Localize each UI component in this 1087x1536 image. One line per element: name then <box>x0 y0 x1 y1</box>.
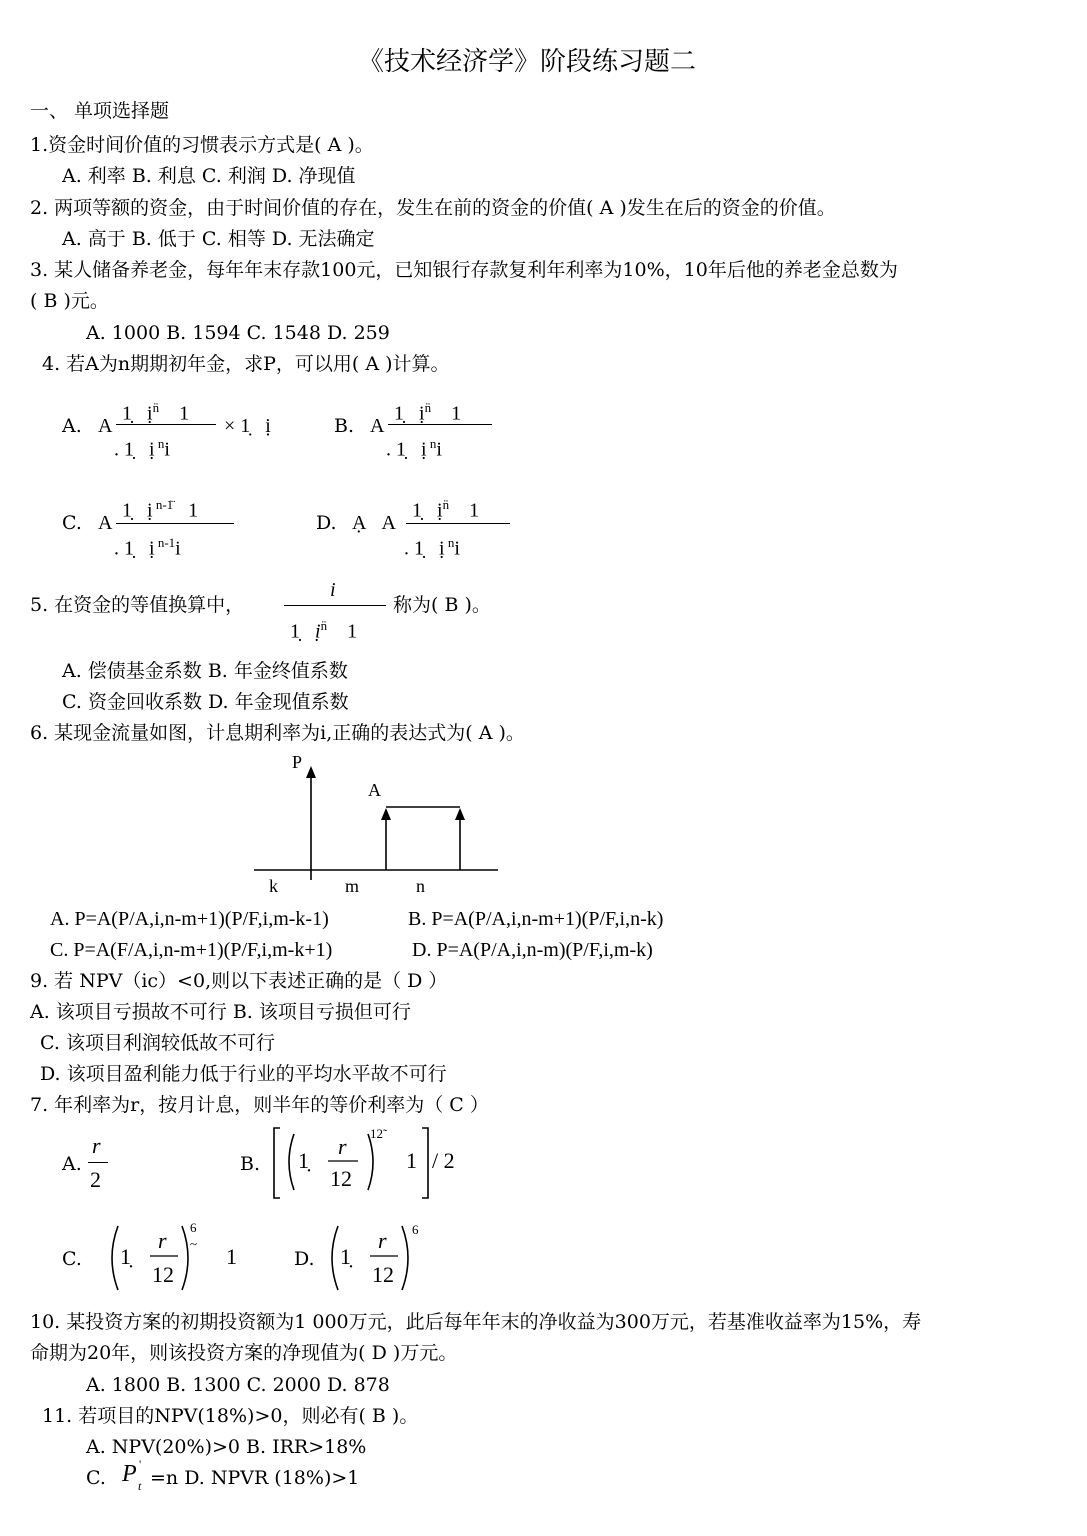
label-a: A <box>368 780 381 800</box>
svg-text:12̃: 12̃ <box>370 1126 383 1141</box>
section-heading: 一、 单项选择题 <box>30 100 170 122</box>
q5-fraction: i 1̣ ị$^{n̈}$ 1 <box>284 576 390 642</box>
q10-stem-line1: 10. 某投资方案的初期投资额为1 000万元，此后每年年末的净收益为300万元，若基准收益率为15%，寿 <box>30 1311 922 1333</box>
q2-options: A. 高于 B. 低于 C. 相等 D. 无法确定 <box>62 228 375 250</box>
cash-flow-diagram <box>240 748 520 898</box>
svg-text:6: 6 <box>412 1222 419 1237</box>
svg-text:/ 2: / 2 <box>432 1148 455 1173</box>
svg-text:12: 12 <box>330 1166 352 1191</box>
q7-formula-a: r 2 <box>88 1134 118 1194</box>
q3-options: A. 1000 B. 1594 C. 1548 D. 259 <box>86 322 390 344</box>
q4-formula-b: A 1̣ ị$^{n̈}$ 1 . 1̣ ị $^n$i <box>368 394 508 464</box>
svg-text:1̣: 1̣ <box>340 1244 351 1269</box>
q7-option-b-label: B. <box>240 1153 261 1175</box>
q5-stem-post: 称为( B )。 <box>393 594 491 616</box>
q4-formula-d: Ạ A 1̣ ị$^{n̈}$ 1 . 1̣ ị $^n$i <box>350 490 520 560</box>
svg-text:r: r <box>378 1228 387 1253</box>
q10-stem-line2: 命期为20年，则该投资方案的净现值为( D )万元。 <box>30 1342 458 1364</box>
q6-option-c: C. P=A(F/A,i,n-m+1)(P/F,i,m-k+1) <box>50 939 333 961</box>
q7-stem: 7. 年利率为r，按月计息，则半年的等价利率为（ C ） <box>30 1094 489 1116</box>
svg-text:12: 12 <box>372 1262 394 1287</box>
q3-stem-line2: ( B )元。 <box>30 290 109 312</box>
q10-options: A. 1800 B. 1300 C. 2000 D. 878 <box>86 1374 390 1396</box>
q9-option-c: C. 该项目利润较低故不可行 <box>40 1032 275 1054</box>
svg-text:~: ~ <box>190 1236 198 1251</box>
q4-stem: 4. 若A为n期期初年金，求P，可以用( A )计算。 <box>42 353 450 375</box>
q5-options-line1: A. 偿债基金系数 B. 年金终值系数 <box>62 660 348 682</box>
q9-stem: 9. 若 NPV（ic）<0,则以下表述正确的是（ D ） <box>30 970 448 992</box>
q5-options-line2: C. 资金回收系数 D. 年金现值系数 <box>62 691 349 713</box>
q11-options-line1: A. NPV(20%)>0 B. IRR>18% <box>86 1436 367 1458</box>
svg-text:1: 1 <box>226 1244 237 1269</box>
svg-text:1̣: 1̣ <box>298 1148 309 1173</box>
svg-text:1: 1 <box>406 1148 417 1173</box>
svg-text:r: r <box>158 1228 167 1253</box>
q9-option-d: D. 该项目盈利能力低于行业的平均水平故不可行 <box>40 1063 447 1085</box>
q5-stem-pre: 5. 在资金的等值换算中， <box>30 594 245 616</box>
page-title: 《技术经济学》阶段练习题二 <box>358 47 697 77</box>
q7-option-c-label: C. <box>62 1248 82 1270</box>
label-n: n <box>416 876 425 896</box>
q1-stem: 1.资金时间价值的习惯表示方式是( A )。 <box>30 134 374 156</box>
label-m: m <box>345 876 360 896</box>
svg-text:r: r <box>338 1134 347 1159</box>
label-k: k <box>269 876 278 896</box>
q2-stem: 2. 两项等额的资金，由于时间价值的存在，发生在前的资金的价值( A )发生在后的资金的价值。 <box>30 197 836 219</box>
q6-option-d: D. P=A(P/A,i,n-m)(P/F,i,m-k) <box>412 939 653 961</box>
q4-option-a-label: A. <box>62 415 82 437</box>
q9-options-ab: A. 该项目亏损故不可行 B. 该项目亏损但可行 <box>30 1001 411 1023</box>
q6-option-b: B. P=A(P/A,i,n-m+1)(P/F,i,n-k) <box>408 908 664 930</box>
q7-formula-b <box>266 1124 466 1204</box>
q4-option-d-label: D. <box>316 512 337 534</box>
q7-formula-c <box>102 1218 252 1298</box>
svg-text:12: 12 <box>152 1262 174 1287</box>
q11-option-c-label: C. <box>86 1467 106 1489</box>
q6-stem: 6. 某现金流量如图，计息期利率为i,正确的表达式为( A )。 <box>30 722 525 744</box>
q4-formula-a: A 1̣ ị$^{n̈}$ 1 . 1̣ ị $^n$i × 1̣ ị <box>98 400 271 461</box>
svg-text:6: 6 <box>190 1220 197 1235</box>
q1-options: A. 利率 B. 利息 C. 利润 D. 净现值 <box>62 165 356 187</box>
svg-text:1̣: 1̣ <box>120 1244 131 1269</box>
q4-formula-c: A 1̣ ị $^{n-1̈}$ 1 . 1̣ ị $^{n-1}$i <box>96 490 246 560</box>
q7-option-d-label: D. <box>294 1248 315 1270</box>
q7-formula-d <box>322 1218 432 1298</box>
q11-option-c-tail: =n D. NPVR (18%)>1 <box>150 1467 360 1489</box>
q11-stem: 11. 若项目的NPV(18%)>0，则必有( B )。 <box>42 1405 419 1427</box>
q6-option-a: A. P=A(P/A,i,n-m+1)(P/F,i,m-k-1) <box>50 908 329 930</box>
q4-option-b-label: B. <box>334 415 355 437</box>
q7-option-a-label: A. <box>62 1153 82 1175</box>
label-p: P <box>292 752 303 772</box>
q4-option-c-label: C. <box>62 512 82 534</box>
q11-pt-symbol: P t ' <box>122 1457 142 1493</box>
q3-stem-line1: 3. 某人储备养老金，每年年末存款100元，已知银行存款复利年利率为10%，10年后他的养老金总数为 <box>30 259 898 281</box>
